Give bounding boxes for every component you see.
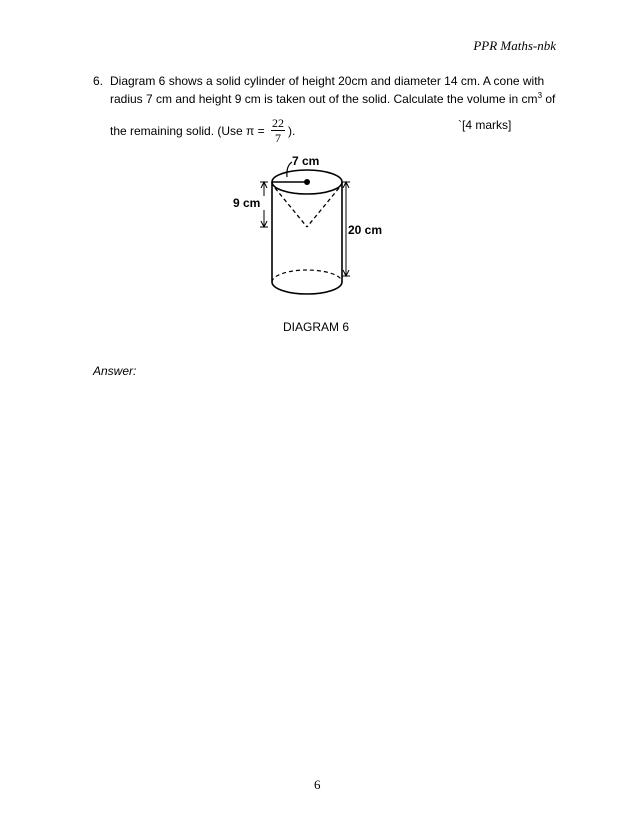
question-line-2-end: of	[542, 92, 556, 106]
cylinder-cone-diagram	[220, 150, 400, 305]
centre-dot	[304, 179, 310, 185]
answer-label: Answer:	[93, 364, 137, 378]
cylinder-bottom-back	[272, 270, 342, 282]
page-header: PPR Maths-nbk	[473, 38, 556, 53]
cubic-superscript: 3	[537, 91, 543, 100]
question-line-2	[110, 91, 555, 106]
cylinder-height-label: 20 cm	[348, 223, 383, 237]
question-line-3	[110, 118, 295, 146]
pi-numerator: 22	[272, 116, 285, 130]
pi-fraction	[271, 117, 285, 145]
question-line-3-end: ).	[288, 124, 296, 139]
cone-height-label: 9 cm	[233, 196, 261, 210]
radius-label: 7 cm	[292, 154, 320, 168]
question-line-1: Diagram 6 shows a solid cylinder of height 20cm and diameter 14 cm. A cone with	[110, 74, 545, 88]
question-line-3-text: the remaining solid. (Use π =	[110, 124, 265, 139]
question-number: 6.	[93, 74, 104, 88]
question-line-2-text: radius 7 cm and height 9 cm is taken out of the solid. Calculate the volume in cm	[110, 92, 538, 106]
cylinder-bottom-front	[272, 282, 342, 294]
page-number: 6	[314, 777, 321, 792]
pi-denominator: 7	[275, 131, 282, 145]
diagram-caption: DIAGRAM 6	[283, 320, 350, 334]
marks-label: `[4 marks]	[458, 118, 512, 132]
